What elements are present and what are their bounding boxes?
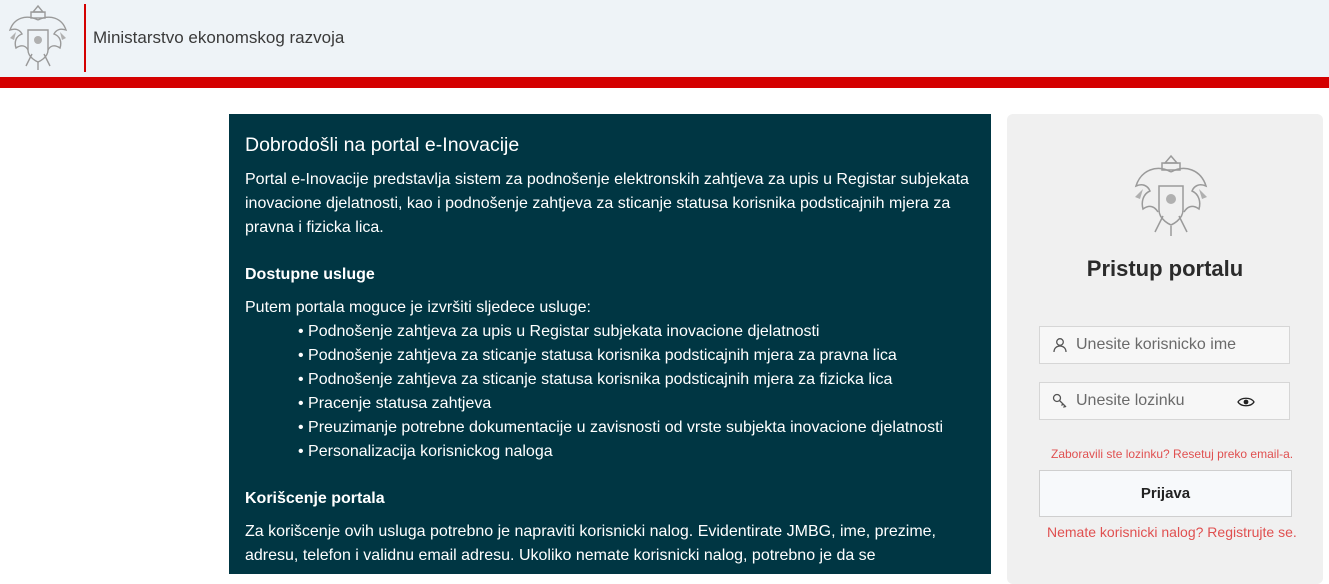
login-button[interactable]: Prijava	[1039, 470, 1292, 517]
welcome-panel	[229, 114, 991, 574]
list-item: • Pracenje statusa zahtjeva	[298, 392, 975, 416]
login-title: Pristup portalu	[1086, 256, 1244, 281]
services-intro: Putem portala moguce je izvršiti sljedece usluge:	[245, 299, 591, 316]
user-icon	[1052, 337, 1068, 353]
forgot-password-link[interactable]: Zaboravili ste lozinku? Resetuj preko email-a.	[1051, 447, 1294, 461]
site-header	[0, 0, 1329, 77]
list-item: • Podnošenje zahtjeva za sticanje statusa korisnika podsticajnih mjera za pravna lica	[298, 344, 975, 368]
coat-of-arms-icon[interactable]	[6, 2, 70, 72]
username-field	[1039, 326, 1290, 364]
key-icon	[1052, 393, 1068, 409]
list-item: • Podnošenje zahtjeva za upis u Registar subjekata inovacione djelatnosti	[298, 320, 975, 344]
password-field	[1039, 382, 1290, 420]
username-input[interactable]	[1076, 327, 1246, 363]
header-accent-bar	[0, 77, 1329, 88]
services-heading: Dostupne usluge	[245, 266, 375, 283]
services-list	[245, 320, 975, 464]
list-item: • Personalizacija korisnickog naloga	[298, 440, 975, 464]
usage-text: Za korišcenje ovih usluga potrebno je napraviti korisnicki nalog. Evidentirate JMBG, ime, prezime, adresu, telefon i validnu email adresu. Ukoliko nemate korisnicki nalog, potrebno je da se	[245, 523, 936, 564]
eye-icon[interactable]	[1237, 396, 1255, 408]
register-link[interactable]: Nemate korisnicki nalog? Registrujte se.	[1047, 524, 1297, 540]
coat-of-arms-icon	[1131, 152, 1211, 240]
usage-heading: Korišcenje portala	[245, 490, 385, 507]
welcome-title: Dobrodošli na portal e-Inovacije	[245, 134, 520, 156]
login-panel	[1007, 114, 1323, 584]
list-item: • Podnošenje zahtjeva za sticanje statusa korisnika podsticajnih mjera za fizicka lica	[298, 368, 975, 392]
password-input[interactable]	[1076, 383, 1246, 419]
header-divider	[84, 4, 86, 72]
welcome-intro: Portal e-Inovacije predstavlja sistem za podnošenje elektronskih zahtjeva za upis u Registar subjekata inovacione djelatnosti, kao i podnošenje zahtjeva za sticanje statusa korisnika podsticajnih mjera za pravna i fizicka lica.	[245, 171, 969, 236]
ministry-name: Ministarstvo ekonomskog razvoja	[93, 28, 345, 47]
list-item: • Preuzimanje potrebne dokumentacije u zavisnosti od vrste subjekta inovacione djelatnosti	[298, 416, 975, 440]
